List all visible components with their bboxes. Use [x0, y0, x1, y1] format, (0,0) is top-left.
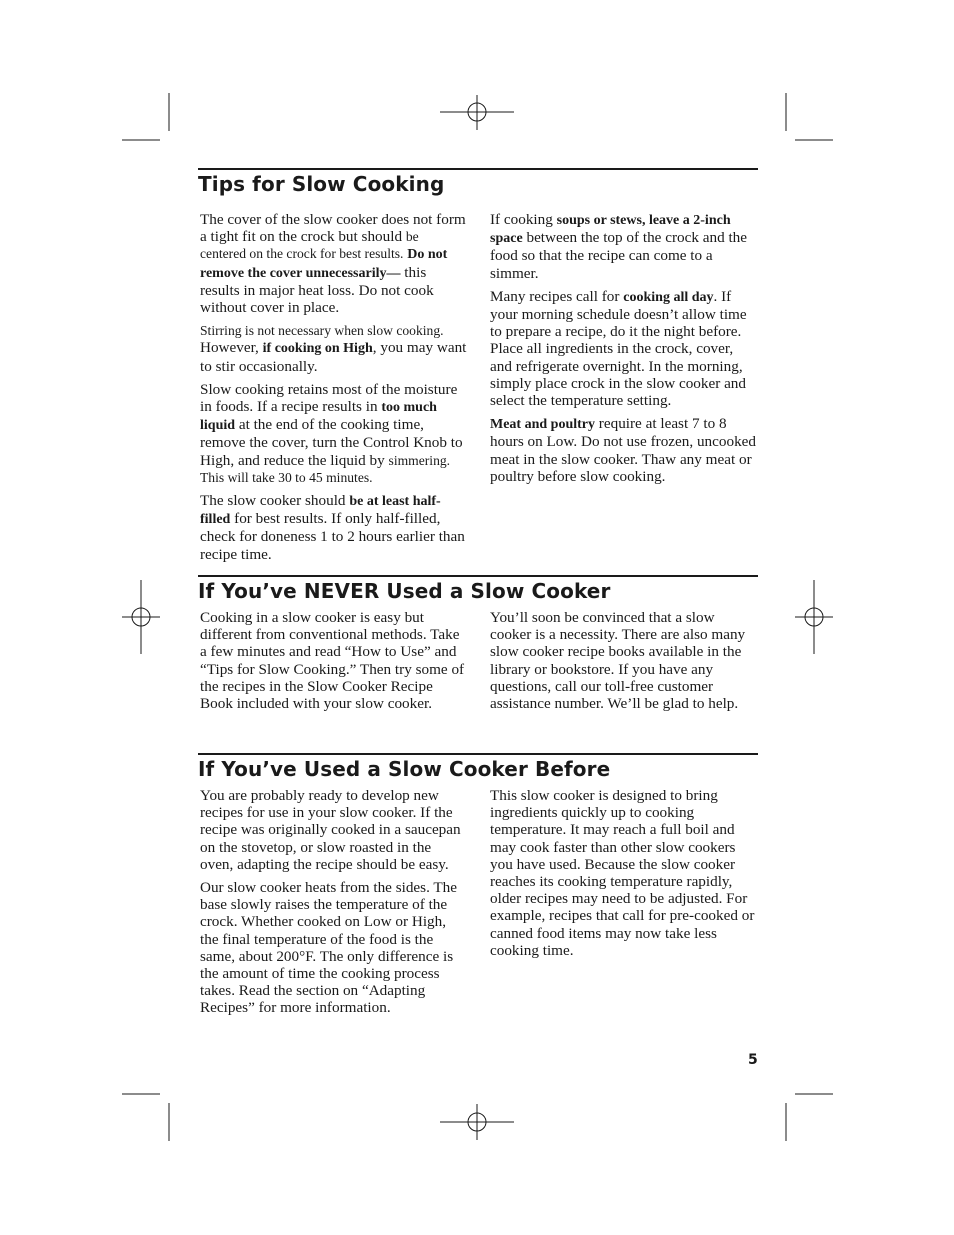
paragraph	[200, 381, 468, 486]
text-run: Our slow cooker heats from the sides. The base slowly raises the temperature of the crock. Whether cooked on Low or High, the final temperature of the food is the same, about 200°F. The only difference is the amount of time the cooking process takes. Read the section on “Adapting Recipes” for more information.	[200, 879, 458, 1017]
text-run: simmering. This will take 30 to 45 minutes.	[200, 452, 451, 485]
column-right	[490, 609, 758, 718]
bold-text: cooking all day	[623, 289, 714, 305]
section-rule	[198, 753, 758, 755]
bold-text: if cooking on High	[262, 341, 373, 357]
paragraph	[200, 492, 468, 563]
column-right	[490, 787, 758, 965]
column-right	[490, 211, 758, 491]
bold-text: be at least half-filled	[200, 494, 441, 528]
text-run: at the end of the cooking time, remove the cover, turn the Control Knob to High, and reduce the liquid by	[200, 416, 463, 469]
paragraph	[490, 787, 758, 959]
paragraph	[490, 609, 758, 712]
section-tips	[198, 168, 758, 563]
paragraph	[490, 415, 758, 485]
column-left	[200, 787, 468, 1023]
section-title: Tips for Slow Cooking	[198, 172, 445, 196]
paragraph	[490, 288, 758, 409]
paragraph	[200, 609, 468, 712]
text-run: require at least 7 to 8 hours on Low. Do not use frozen, uncooked meat in the slow cooker. Thaw any meat or poultry before slow cooking.	[490, 415, 757, 485]
bold-text: soups or stews, leave a 2-inch space	[490, 213, 731, 247]
text-run: The cover of the slow cooker does not form a tight fit on the crock but should	[200, 211, 466, 246]
paragraph	[200, 211, 468, 316]
paragraph	[490, 211, 758, 282]
section-title: If You’ve Used a Slow Cooker Before	[198, 757, 611, 781]
section-used-before	[198, 753, 758, 1017]
text-run: . If your morning schedule doesn’t allow time to prepare a recipe, do it the night before. Place all ingredients in the crock, cover, and refrigerate overnight. In the morning, simply place crock in the slow cooker and select the temperature setting.	[490, 287, 747, 410]
text-run: If cooking	[490, 211, 557, 228]
text-run: between the top of the crock and the food so that the recipe can come to a simmer.	[490, 229, 748, 282]
text-run: Many recipes call for	[490, 287, 624, 305]
section-rule	[198, 168, 758, 170]
section-never-used	[198, 575, 758, 713]
text-run: You are probably ready to develop new recipes for use in your slow cooker. If the recipe was originally cooked in a saucepan on the stovetop, or slow roasted in the oven, adapting the recipe should be easy.	[200, 787, 461, 873]
text-run: This slow cooker is designed to bring ingredients quickly up to cooking temperature. It may reach a full boil and may cook faster than other slow cookers you have used. Because the slow cooker reaches its cooking temperature rapidly, older recipes may need to be adjusted. For example, recipes that call for pre-cooked or canned food items may now take less cooking time.	[490, 787, 755, 959]
paragraph	[200, 322, 468, 375]
page-number: 5	[748, 1052, 758, 1068]
bold-text: Do not remove the cover unnecessarily—	[200, 247, 448, 281]
text-run: However,	[200, 339, 263, 357]
section-title: If You’ve NEVER Used a Slow Cooker	[198, 579, 611, 603]
text-run: You’ll soon be convinced that a slow cooker is a necessity. There are also many slow cooker recipe books available in the library or bookstore. If you have any questions, call our toll-free customer assistance number. We’ll be glad to help.	[490, 609, 746, 713]
column-left	[200, 211, 468, 569]
text-run: be centered on the crock for best results.	[200, 229, 419, 262]
text-run: Slow cooking retains most of the moisture in foods. If a recipe results in	[200, 380, 458, 416]
bold-text: too much liquid	[200, 400, 437, 434]
paragraph	[200, 879, 468, 1017]
text-run: The slow cooker should	[200, 492, 350, 510]
text-run: Stirring is not necessary when slow cooking.	[200, 323, 444, 339]
column-left	[200, 609, 468, 718]
text-run: this results in major heat loss. Do not cook without cover in place.	[200, 263, 434, 317]
text-run: Cooking in a slow cooker is easy but different from conventional methods. Take a few minutes and read “How to Use” and “Tips for Slow Cooking.” Then try some of the recipes in the Slow Cooker Recipe Book included with your slow cooker.	[200, 609, 465, 713]
text-run: , you may want to stir occasionally.	[200, 339, 467, 375]
bold-text: Meat and poultry	[490, 417, 595, 433]
paragraph	[200, 787, 468, 873]
text-run: for best results. If only half-filled, check for doneness 1 to 2 hours earlier than recipe time.	[200, 510, 465, 563]
section-rule	[198, 575, 758, 577]
